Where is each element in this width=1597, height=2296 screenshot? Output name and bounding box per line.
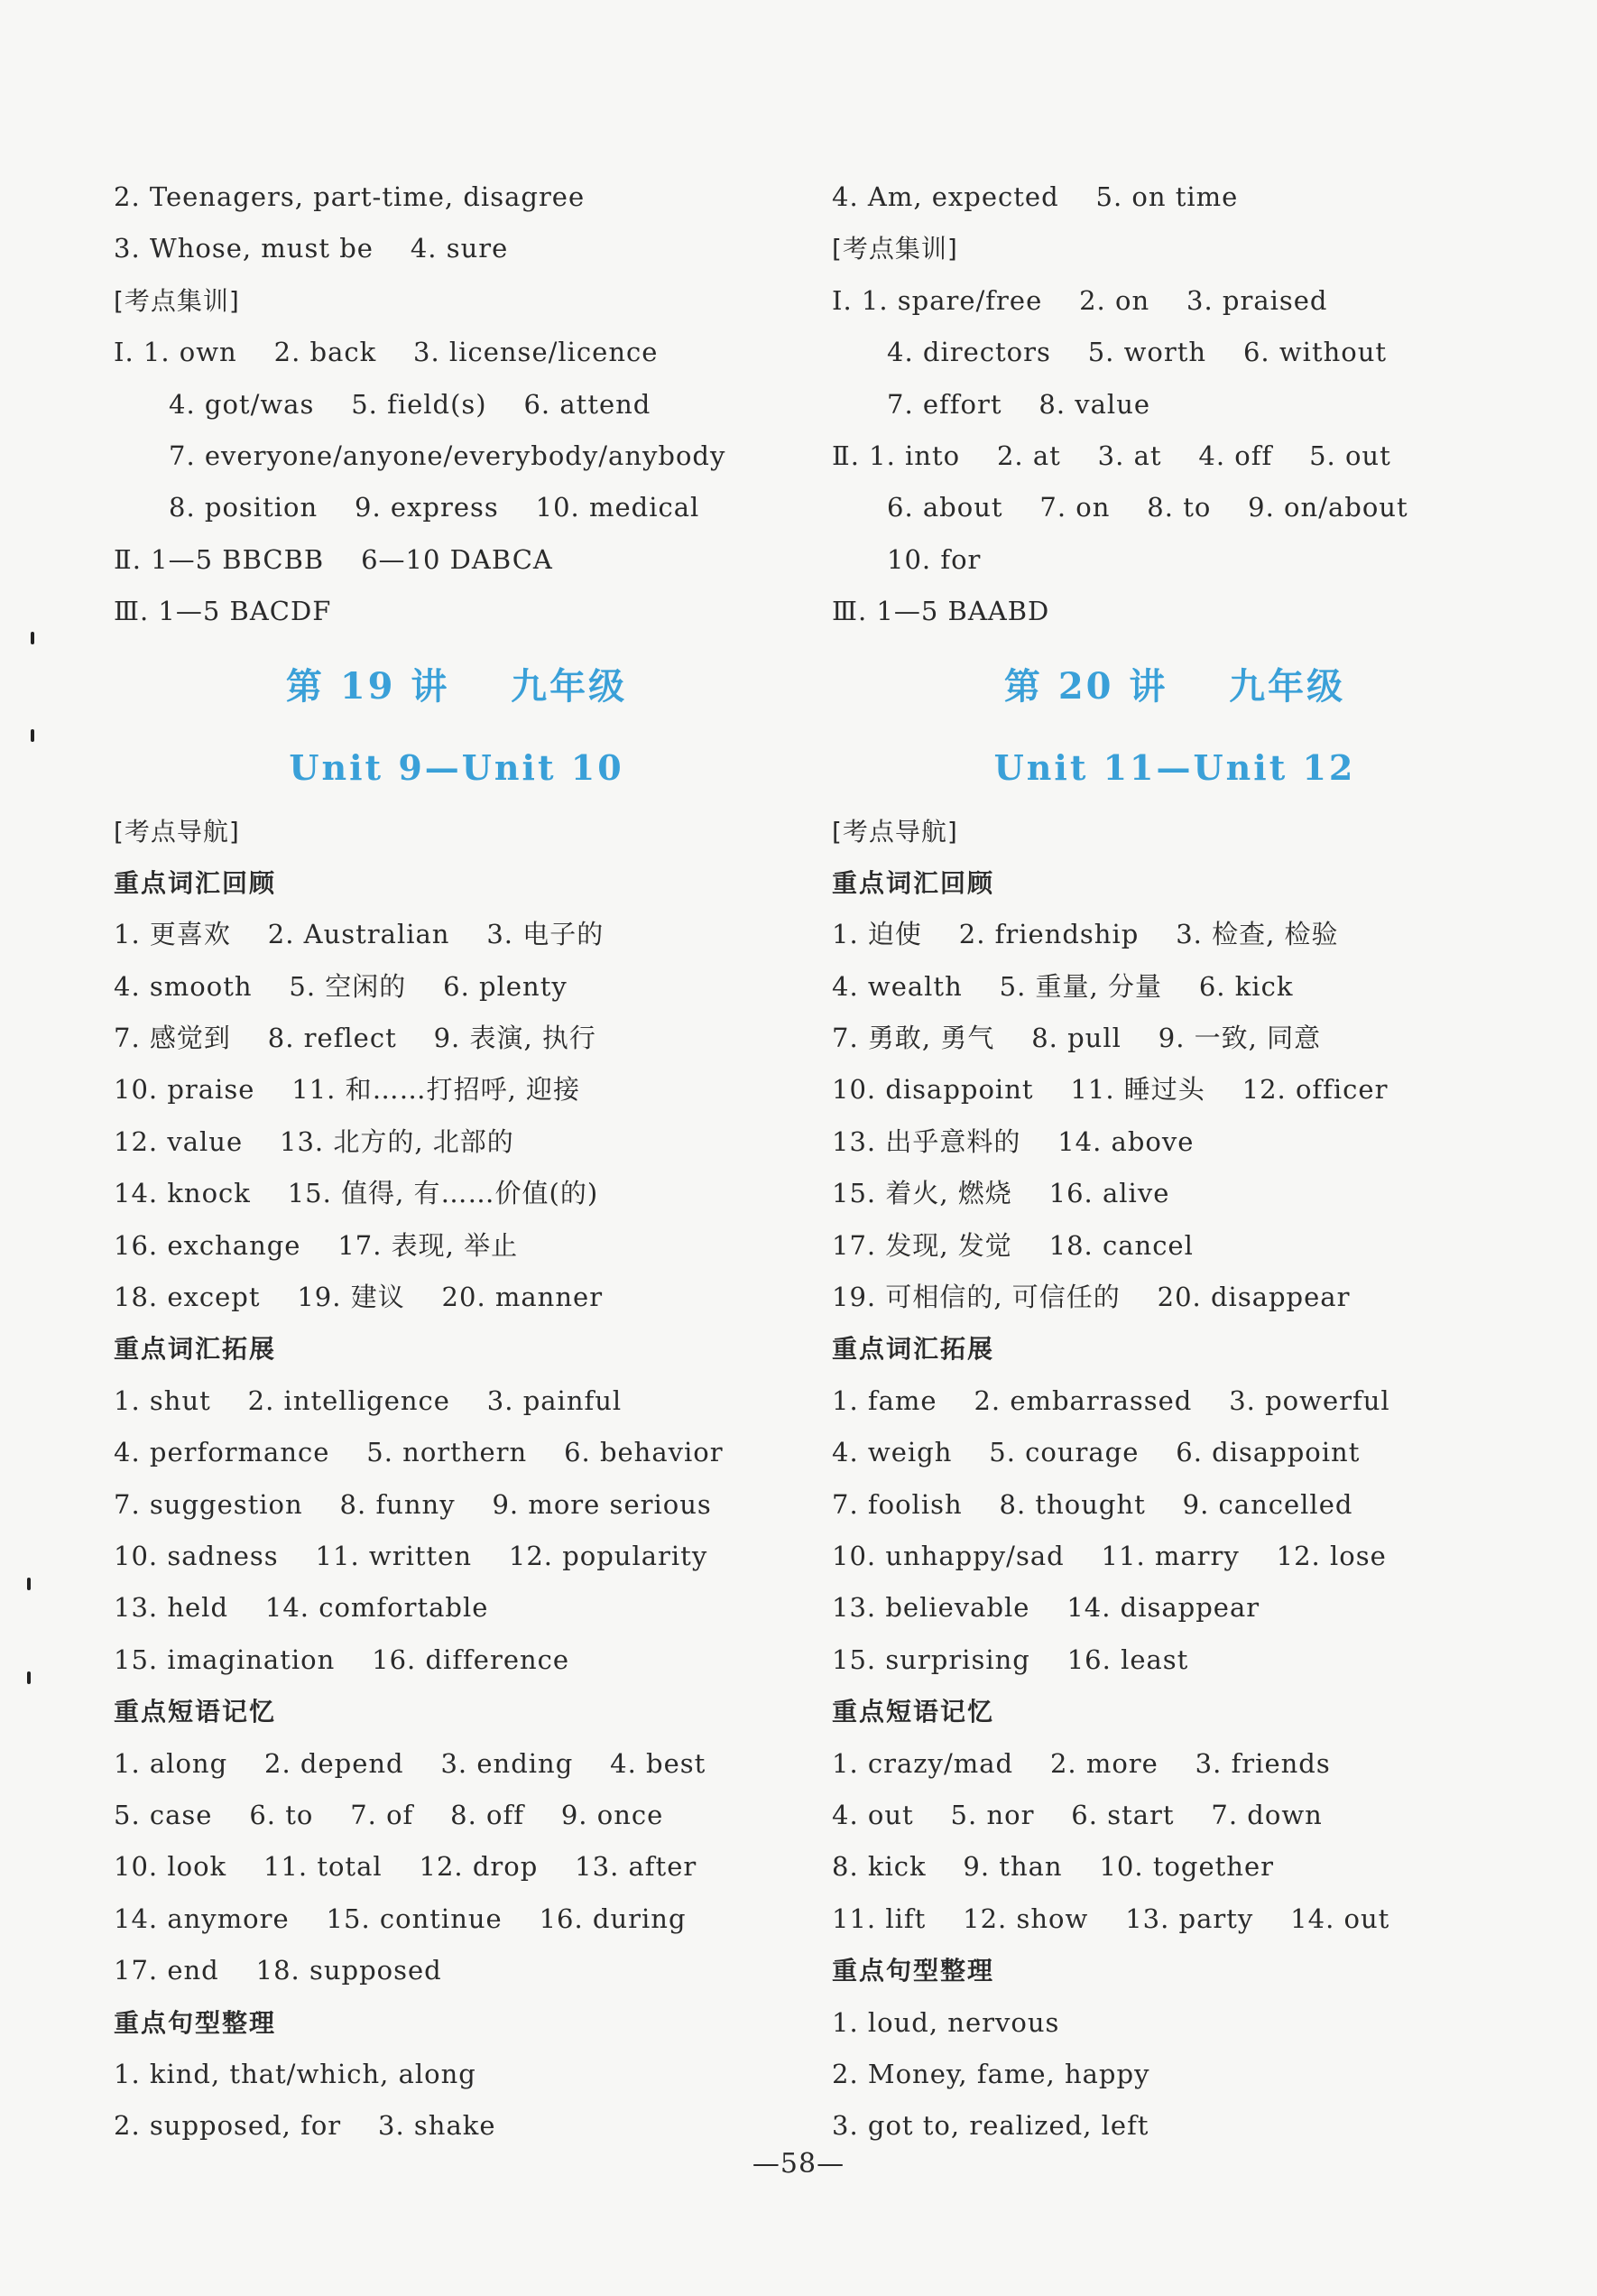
answer-line: 6. about 7. on 8. to 9. on/about	[887, 492, 1408, 523]
lecture-title: 第 19 讲 九年级	[285, 664, 628, 708]
subheading-vocab-review: 重点词汇回顾	[832, 867, 995, 898]
answer-line: 8. kick 9. than 10. together	[832, 1851, 1275, 1883]
answer-line: 16. exchange 17. 表现, 举止	[114, 1229, 519, 1261]
section-heading-drill: [考点集训]	[832, 234, 958, 264]
answer-line: 7. foolish 8. thought 9. cancelled	[832, 1488, 1353, 1520]
scan-mark	[27, 1671, 31, 1684]
answer-line: 2. supposed, for 3. shake	[114, 2110, 496, 2142]
answer-line: 10. look 11. total 12. drop 13. after	[114, 1851, 697, 1883]
answer-line: 7. 勇敢, 勇气 8. pull 9. 一致, 同意	[832, 1023, 1322, 1054]
answer-line: 7. everyone/anyone/everybody/anybody	[169, 440, 726, 471]
answer-line: 10. praise 11. 和……打招呼, 迎接	[114, 1074, 581, 1106]
answer-line: 14. knock 15. 值得, 有……价值(的)	[114, 1178, 599, 1209]
subheading-sentences: 重点句型整理	[832, 1956, 995, 1986]
answer-line: 1. loud, nervous	[832, 2006, 1060, 2038]
answer-line: 17. 发现, 发觉 18. cancel	[832, 1229, 1194, 1261]
answer-line: 15. surprising 16. least	[832, 1643, 1189, 1675]
answer-line: 4. performance 5. northern 6. behavior	[114, 1437, 724, 1468]
answer-line: 3. Whose, must be 4. sure	[114, 233, 509, 264]
answer-line: 14. anymore 15. continue 16. during	[114, 1903, 687, 1934]
answer-line: 13. held 14. comfortable	[114, 1592, 489, 1624]
subheading-phrases: 重点短语记忆	[114, 1697, 277, 1727]
unit-title: Unit 9—Unit 10	[289, 746, 624, 788]
subheading-phrases: 重点短语记忆	[832, 1697, 995, 1727]
answer-line: 4. out 5. nor 6. start 7. down	[832, 1799, 1323, 1830]
right-column	[832, 171, 1518, 2152]
answer-line: 3. got to, realized, left	[832, 2110, 1149, 2142]
answer-line: 8. position 9. express 10. medical	[169, 492, 700, 523]
answer-line: 1. 迫使 2. friendship 3. 检查, 检验	[832, 919, 1339, 950]
answer-line: 4. got/was 5. field(s) 6. attend	[169, 388, 651, 420]
answer-line: 10. sadness 11. written 12. popularity	[114, 1540, 708, 1571]
answer-line: 7. effort 8. value	[887, 388, 1151, 420]
answer-line: 2. Money, fame, happy	[832, 2058, 1150, 2089]
answer-line: 10. disappoint 11. 睡过头 12. officer	[832, 1074, 1389, 1106]
answer-line: 7. suggestion 8. funny 9. more serious	[114, 1488, 712, 1520]
answer-line: 1. 更喜欢 2. Australian 3. 电子的	[114, 919, 605, 950]
answer-line: 4. smooth 5. 空闲的 6. plenty	[114, 970, 568, 1002]
answer-line: Ⅱ. 1—5 BBCBB 6—10 DABCA	[114, 543, 553, 575]
answer-line: 2. Teenagers, part-time, disagree	[114, 181, 586, 212]
scan-mark	[31, 632, 34, 644]
answer-line: 1. along 2. depend 3. ending 4. best	[114, 1747, 706, 1779]
answer-line: 4. wealth 5. 重量, 分量 6. kick	[832, 970, 1294, 1002]
page-number: —58—	[752, 2148, 845, 2180]
answer-line: 12. value 13. 北方的, 北部的	[114, 1125, 514, 1157]
answer-line: 11. lift 12. show 13. party 14. out	[832, 1903, 1390, 1934]
answer-line: 4. directors 5. worth 6. without	[887, 337, 1388, 368]
answer-line: 5. case 6. to 7. of 8. off 9. once	[114, 1799, 664, 1830]
subheading-vocab-review: 重点词汇回顾	[114, 867, 277, 898]
section-heading-guide: [考点导航]	[114, 816, 240, 847]
answer-line: 13. 出乎意料的 14. above	[832, 1125, 1195, 1157]
scan-mark	[27, 1578, 31, 1590]
answer-line: 1. shut 2. intelligence 3. painful	[114, 1384, 623, 1416]
answer-line: Ⅰ. 1. own 2. back 3. license/licence	[114, 337, 659, 368]
section-heading-guide: [考点导航]	[832, 816, 958, 847]
subheading-vocab-expand: 重点词汇拓展	[114, 1334, 277, 1365]
answer-line: 15. 着火, 燃烧 16. alive	[832, 1178, 1170, 1209]
answer-line: Ⅰ. 1. spare/free 2. on 3. praised	[832, 284, 1328, 316]
answer-line: Ⅲ. 1—5 BAABD	[832, 596, 1050, 627]
subheading-vocab-expand: 重点词汇拓展	[832, 1334, 995, 1365]
answer-line: 1. fame 2. embarrassed 3. powerful	[832, 1384, 1390, 1416]
answer-line: Ⅲ. 1—5 BACDF	[114, 596, 332, 627]
section-heading-drill: [考点集训]	[114, 285, 240, 316]
answer-line: 19. 可相信的, 可信任的 20. disappear	[832, 1282, 1351, 1313]
answer-line: 13. believable 14. disappear	[832, 1592, 1260, 1624]
answer-line: 18. except 19. 建议 20. manner	[114, 1282, 604, 1313]
answer-line: 1. kind, that/which, along	[114, 2058, 476, 2089]
answer-line: 4. weigh 5. courage 6. disappoint	[832, 1437, 1361, 1468]
answer-line: 4. Am, expected 5. on time	[832, 181, 1239, 212]
scan-mark	[31, 729, 34, 742]
answer-line: 10. for	[887, 543, 982, 575]
unit-title: Unit 11—Unit 12	[993, 746, 1356, 788]
answer-line: 15. imagination 16. difference	[114, 1643, 570, 1675]
answer-line: 10. unhappy/sad 11. marry 12. lose	[832, 1540, 1387, 1571]
answer-line: 17. end 18. supposed	[114, 1955, 442, 1986]
subheading-sentences: 重点句型整理	[114, 2007, 277, 2038]
left-column	[114, 171, 799, 2152]
lecture-title: 第 20 讲 九年级	[1003, 664, 1346, 708]
answer-line: 7. 感觉到 8. reflect 9. 表演, 执行	[114, 1023, 596, 1054]
answer-line: 1. crazy/mad 2. more 3. friends	[832, 1747, 1331, 1779]
answer-line: Ⅱ. 1. into 2. at 3. at 4. off 5. out	[832, 440, 1391, 471]
